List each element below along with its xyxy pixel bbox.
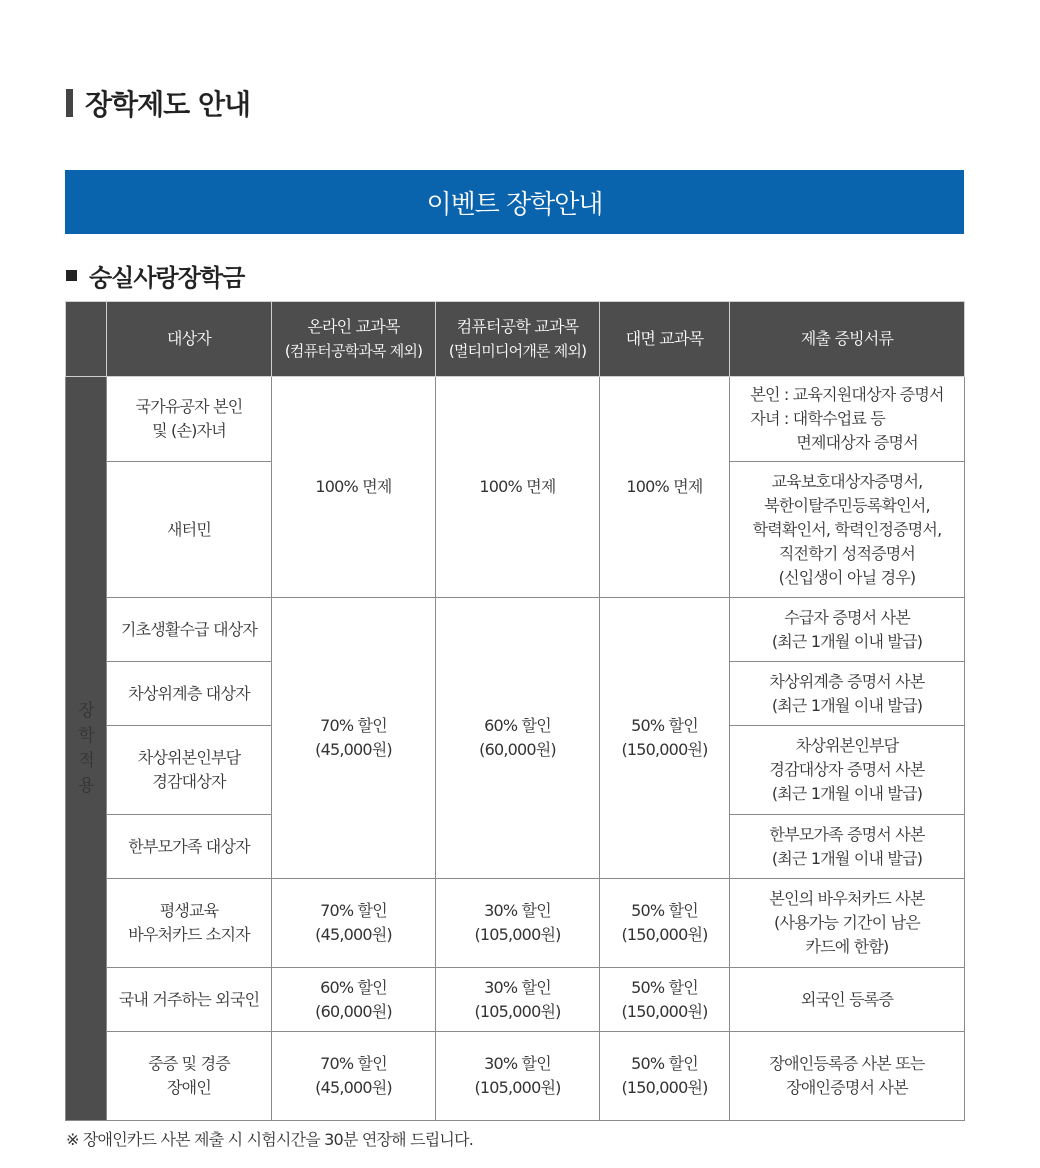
computer-cell: 30% 할인 (105,000원) [436,968,600,1032]
target-cell: 차상위계층 대상자 [107,662,272,726]
event-banner-text: 이벤트 장학안내 [426,189,603,220]
computer-cell: 60% 할인 (60,000원) [436,598,600,879]
offline-cell: 50% 할인 (150,000원) [600,1032,730,1121]
target-cell: 새터민 [107,462,272,598]
documents-cell: 본인 : 교육지원대상자 증명서 자녀 : 대학수업료 등 면제대상자 증명서 [730,377,965,462]
offline-cell: 100% 면제 [600,377,730,598]
online-cell: 70% 할인 (45,000원) [272,1032,436,1121]
section-square-marker [66,270,77,281]
header-documents: 제출 증빙서류 [730,302,965,377]
side-label: 장 학 적 용 [66,377,107,1121]
table-row [66,377,965,462]
documents-cell: 차상위본인부담 경감대상자 증명서 사본 (최근 1개월 이내 발급) [730,726,965,815]
target-cell: 평생교육 바우처카드 소지자 [107,879,272,968]
online-cell: 70% 할인 (45,000원) [272,598,436,879]
header-target: 대상자 [107,302,272,377]
offline-cell: 50% 할인 (150,000원) [600,968,730,1032]
section-title [66,258,244,292]
table-row [66,598,965,662]
header-online: 온라인 교과목 (컴퓨터공학과목 제외) [272,302,436,377]
documents-cell: 외국인 등록증 [730,968,965,1032]
header-offline: 대면 교과목 [600,302,730,377]
table-header-row [66,302,965,377]
header-computer: 컴퓨터공학 교과목 (멀티미디어개론 제외) [436,302,600,377]
title-bar-marker [66,89,73,117]
footnote: ※ 장애인카드 사본 제출 시 시험시간을 30분 연장해 드립니다. [66,1130,474,1149]
section-title-text: 숭실사랑장학금 [89,263,245,292]
table-row [66,1032,965,1121]
offline-cell: 50% 할인 (150,000원) [600,879,730,968]
target-cell: 한부모가족 대상자 [107,815,272,879]
scholarship-table [65,301,965,1121]
page-title-text: 장학제도 안내 [85,88,251,121]
computer-cell: 30% 할인 (105,000원) [436,1032,600,1121]
documents-cell: 장애인등록증 사본 또는 장애인증명서 사본 [730,1032,965,1121]
target-cell: 국가유공자 본인 및 (손)자녀 [107,377,272,462]
target-cell: 기초생활수급 대상자 [107,598,272,662]
target-cell: 차상위본인부담 경감대상자 [107,726,272,815]
documents-cell: 수급자 증명서 사본 (최근 1개월 이내 발급) [730,598,965,662]
online-cell: 70% 할인 (45,000원) [272,879,436,968]
page-title [66,86,250,120]
header-corner [66,302,107,377]
target-cell: 중증 및 경증 장애인 [107,1032,272,1121]
documents-cell: 본인의 바우처카드 사본 (사용가능 기간이 남은 카드에 한함) [730,879,965,968]
offline-cell: 50% 할인 (150,000원) [600,598,730,879]
table-row [66,879,965,968]
documents-cell: 한부모가족 증명서 사본 (최근 1개월 이내 발급) [730,815,965,879]
computer-cell: 100% 면제 [436,377,600,598]
online-cell: 60% 할인 (60,000원) [272,968,436,1032]
documents-cell: 교육보호대상자증명서, 북한이탈주민등록확인서, 학력확인서, 학력인정증명서, 직전학기 성적증명서 (신입생이 아닐 경우) [730,462,965,598]
documents-cell: 차상위계층 증명서 사본 (최근 1개월 이내 발급) [730,662,965,726]
event-banner [65,170,964,234]
table-row [66,968,965,1032]
computer-cell: 30% 할인 (105,000원) [436,879,600,968]
online-cell: 100% 면제 [272,377,436,598]
target-cell: 국내 거주하는 외국인 [107,968,272,1032]
